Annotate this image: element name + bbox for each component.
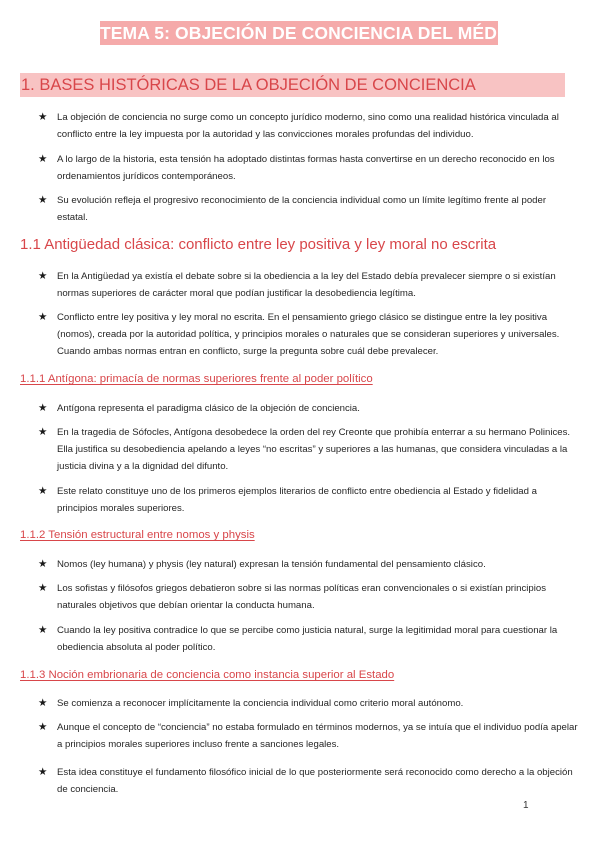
bullet-text: Cuando la ley positiva contradice lo que se percibe como justicia natural, surge la legitimidad moral para cuestionar la obediencia absoluta al poder político. <box>57 625 558 653</box>
star-icon: ★ <box>38 624 48 636</box>
star-icon: ★ <box>38 582 48 594</box>
section-heading-1-1-2: 1.1.2 Tensión estructural entre nomos y physis <box>20 529 255 541</box>
star-icon: ★ <box>38 766 48 778</box>
bullet-text: Su evolución refleja el progresivo reconocimiento de la conciencia individual como un límite legítimo frente al poder estatal. <box>57 195 547 223</box>
bullet-text: Se comienza a reconocer implícitamente la conciencia individual como criterio moral autónomo. <box>57 698 464 709</box>
star-icon: ★ <box>38 426 48 438</box>
bullet-text: Conflicto entre ley positiva y ley moral no escrita. En el pensamiento griego clásico se distingue entre la ley positiva (nomos), creada por la autoridad política, y principios morales o naturales que se consideran superiores y universales. Cuando ambas normas entran en conflicto, surge la pregunta sobre cuál debe prevalecer. <box>57 312 560 357</box>
bullet-text: En la Antigüedad ya existía el debate sobre si la obediencia a la ley del Estado debía prevalecer siempre o si existían normas superiores de carácter moral que podían justificar la desobediencia legítima. <box>57 271 556 299</box>
bullet-text: Antígona representa el paradigma clásico de la objeción de conciencia. <box>57 403 360 414</box>
star-icon: ★ <box>38 311 48 323</box>
star-icon: ★ <box>38 697 48 709</box>
star-icon: ★ <box>38 194 48 206</box>
bullet-text: Nomos (ley humana) y physis (ley natural) expresan la tensión fundamental del pensamiento clásico. <box>57 559 486 570</box>
bullet-text: Esta idea constituye el fundamento filosófico inicial de lo que posteriormente será reconocido como derecho a la objeción de conciencia. <box>57 767 573 795</box>
page-number: 1 <box>523 800 529 811</box>
bullet-text: En la tragedia de Sófocles, Antígona desobedece la orden del rey Creonte que prohibía enterrar a su hermano Polinices. Ella justifica su desobediencia apelando a leyes “no escritas” y superiores a las humanas, que considera vinculadas a la justicia divina y a la dignidad del difunto. <box>57 427 571 472</box>
star-icon: ★ <box>38 270 48 282</box>
section-heading-1-1-3: 1.1.3 Noción embrionaria de conciencia como instancia superior al Estado <box>20 669 395 681</box>
bullet-text: Los sofistas y filósofos griegos debatieron sobre si las normas políticas eran convencionales o si existían principios naturales objetivos que debían orientar la conducta humana. <box>57 583 547 611</box>
bullet-text: Aunque el concepto de “conciencia” no estaba formulado en términos modernos, ya se intuía que el individuo podía apelar a principios morales superiores incluso frente a sanciones legales. <box>57 722 578 750</box>
document-title: TEMA 5: OBJECIÓN DE CONCIENCIA DEL MÉDICO <box>100 23 529 43</box>
bullet-text: A lo largo de la historia, esta tensión ha adoptado distintas formas hasta convertirse en un derecho reconocido en los ordenamientos jurídicos contemporáneos. <box>57 154 555 182</box>
star-icon: ★ <box>38 485 48 497</box>
bullet-text: Este relato constituye uno de los primeros ejemplos literarios de conflicto entre obediencia al Estado y fidelidad a principios morales superiores. <box>57 486 537 514</box>
star-icon: ★ <box>38 558 48 570</box>
section-heading-1-1-1: 1.1.1 Antígona: primacía de normas superiores frente al poder político <box>20 373 373 385</box>
bullet-text: La objeción de conciencia no surge como un concepto jurídico moderno, sino como una realidad histórica vinculada al conflicto entre la ley impuesta por la autoridad y las convicciones morales profundas del individuo. <box>57 112 559 140</box>
star-icon: ★ <box>38 402 48 414</box>
star-icon: ★ <box>38 153 48 165</box>
section-heading-1-1: 1.1 Antigüedad clásica: conflicto entre ley positiva y ley moral no escrita <box>20 236 497 253</box>
star-icon: ★ <box>38 111 48 123</box>
star-icon: ★ <box>38 721 48 733</box>
section-heading-1: 1. BASES HISTÓRICAS DE LA OBJECIÓN DE CONCIENCIA <box>20 73 565 97</box>
